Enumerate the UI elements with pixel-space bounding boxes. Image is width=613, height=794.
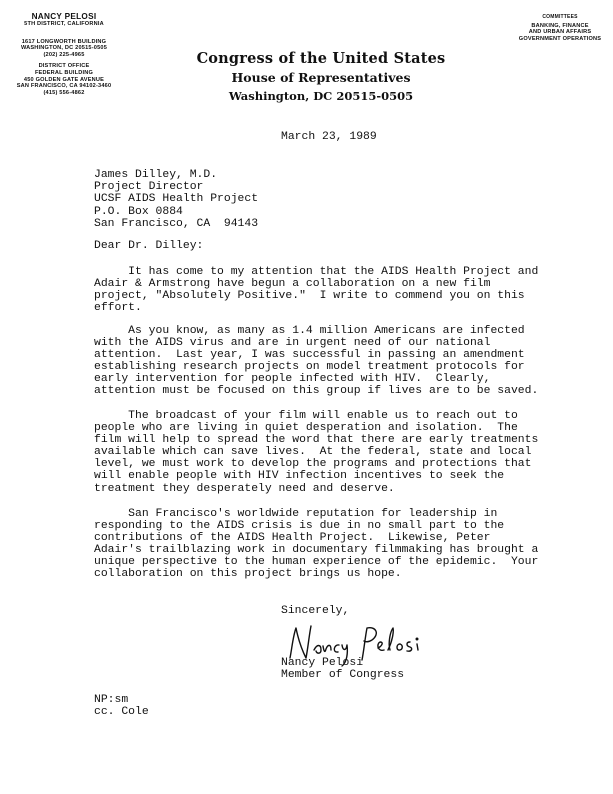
signer-name: Nancy Pelosi [281,657,364,669]
body-line: establishing research projects on model treatment protocols for [94,361,525,374]
letterhead-dc-building: 1617 LONGWORTH BUILDING [21,38,107,45]
letterhead-right [510,14,610,42]
body-line: As you know, as many as 1.4 million Americans are infected [94,325,525,337]
house-title: House of Representatives [231,70,411,85]
body-line: film will help to spread the word that there are early treatments [94,434,539,447]
body-line: contributions of the AIDS Health Project. Likewise, Peter [94,532,491,545]
body-line: collaboration on this project brings us hope. [94,568,402,581]
body-paragraph-3 [94,410,538,495]
washington-address: Washington, DC 20515-0505 [228,89,414,103]
letterhead-dc-city: WASHINGTON, DC 20515-0505 [20,45,108,52]
committee-banking-1: BANKING, FINANCE [531,22,589,29]
committee-government-operations: GOVERNMENT OPERATIONS [518,35,602,42]
body-line: with the AIDS virus and are in urgent need of our national [94,337,491,350]
body-line: available which can save lives. At the federal, state and local [94,446,532,459]
letterhead-district-office: DISTRICT OFFICE [38,63,90,70]
letterhead-dc-phone: (202) 225-4965 [43,51,85,58]
body-line: Adair's trailblazing work in documentary filmmaking has brought a [94,544,539,557]
letterhead-federal-building: FEDERAL BUILDING [34,69,94,76]
body-line: will enable people with HIV infection incentives to seek the [94,470,505,483]
letterhead-name: NANCY PELOSI [31,12,97,21]
body-paragraph-1 [94,266,538,314]
body-line: The broadcast of your film will enable us to reach out to [94,410,518,422]
body-line: responding to the AIDS crisis is due in no small part to the [94,520,505,533]
committees-heading: COMMITTEES [542,14,578,20]
body-line: early intervention for people infected with HIV. Clearly, [94,373,491,386]
body-line: level, we must work to develop the programs and protections that [94,458,532,471]
congress-title: Congress of the United States [196,50,446,67]
body-line: treatment they desperately need and deserve. [94,482,395,495]
body-line: attention must be focused on this group if lives are to be saved. [94,385,539,398]
body-line: effort. [94,302,142,315]
committee-banking-2: AND URBAN AFFAIRS [528,29,592,36]
recipient-address [94,169,258,230]
footer-notes [94,694,149,718]
body-line: attention. Last year, I was successful in passing an amendment [94,349,525,362]
body-line: It has come to my attention that the AIDS Health Project and [94,266,539,278]
body-line: San Francisco's worldwide reputation for leadership in [94,508,498,520]
body-line: unique perspective to the human experience of the epidemic. Your [94,556,539,569]
recipient-line: Project Director [94,181,204,194]
letterhead-phone: (415) 556-4862 [43,89,85,96]
letterhead-city: SAN FRANCISCO, CA 94102-3460 [16,83,112,90]
letterhead-left [14,12,114,96]
signer-block [281,657,404,681]
body-paragraph-2 [94,325,538,398]
body-line: people who are living in quiet desperation and isolation. The [94,422,518,435]
letter-date: March 23, 1989 [281,131,377,143]
closing: Sincerely, [281,605,350,617]
body-line: Adair & Armstrong have begun a collaboration on a new film [94,278,491,291]
recipient-line: UCSF AIDS Health Project [94,193,259,206]
salutation: Dear Dr. Dilley: [94,240,204,252]
letterhead-district: 5TH DISTRICT, CALIFORNIA [24,21,104,27]
recipient-line: San Francisco, CA 94143 [94,217,259,230]
cc-line: cc. Cole [94,706,149,719]
body-paragraph-4 [94,508,538,581]
letterhead-center [176,50,466,103]
recipient-line: James Dilley, M.D. [94,169,218,181]
recipient-line: P.O. Box 0884 [94,205,183,218]
typist-initials: NP:sm [94,694,129,706]
letterhead-address: 450 GOLDEN GATE AVENUE [23,76,105,83]
body-line: project, "Absolutely Positive." I write to commend you on this [94,290,525,303]
signer-title: Member of Congress [281,669,405,682]
